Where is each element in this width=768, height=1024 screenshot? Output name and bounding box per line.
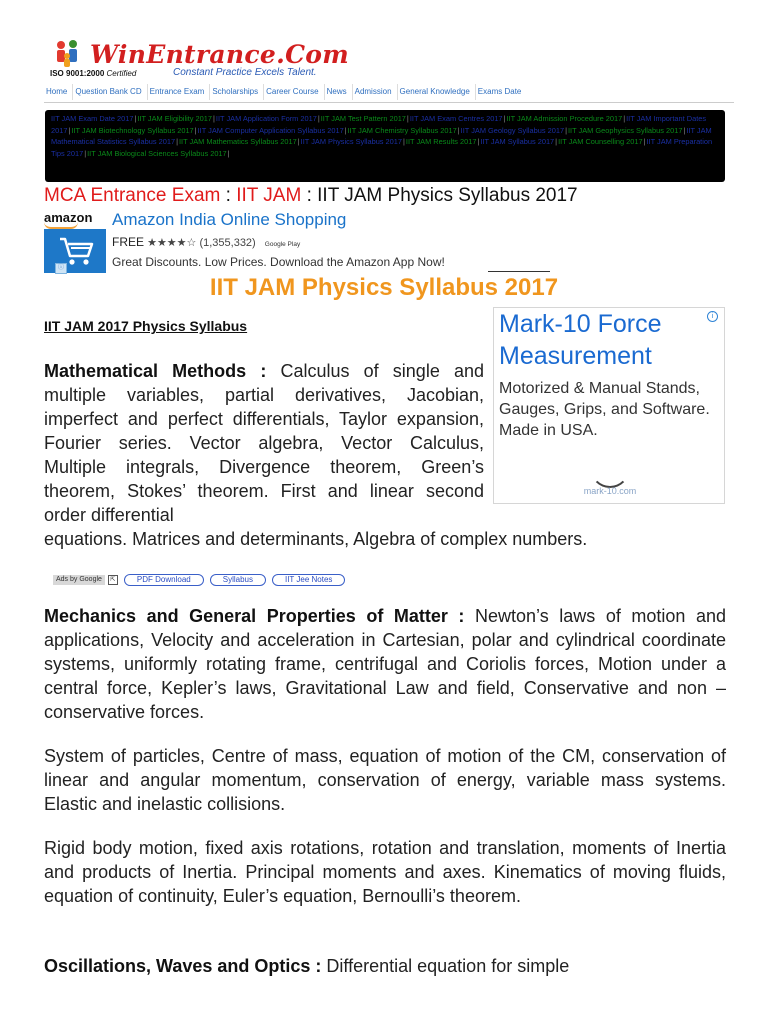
nav-item-entrance-exam[interactable]: Entrance Exam bbox=[148, 84, 211, 100]
iso-suffix: Certified bbox=[106, 69, 137, 78]
related-link[interactable]: IIT JAM Application Form 2017 bbox=[215, 114, 317, 123]
math-methods-text: Calculus of single and multiple variables, partial derivatives, Jacobian, imperfect and perfect differentials, Taylor expansion, Fourier series. Vector algebra, Vector Calculus, Multiple integrals, Divergence theorem, Green’s theorem, Stokes’ theorem. First and linear second order differential bbox=[44, 361, 485, 525]
nav-item-news[interactable]: News bbox=[325, 84, 353, 100]
divider bbox=[488, 271, 550, 272]
related-link[interactable]: IIT JAM Chemistry Syllabus 2017 bbox=[347, 125, 457, 135]
related-links-box bbox=[45, 110, 725, 182]
system-particles-paragraph: System of particles, Centre of mass, equation of motion of the CM, conservation of linear and angular momentum, conservation of energy, variable mass systems. Elastic and inelastic collisions. bbox=[44, 746, 726, 814]
link-separator: | bbox=[643, 137, 646, 147]
breadcrumb-current: IIT JAM Physics Syllabus 2017 bbox=[317, 185, 578, 206]
math-methods-paragraph bbox=[44, 359, 484, 527]
math-methods-label: Mathematical Methods : bbox=[44, 361, 267, 381]
ad-link-syllabus[interactable]: Syllabus bbox=[210, 574, 266, 586]
site-tagline: Constant Practice Excels Talent. bbox=[173, 67, 317, 78]
section-subtitle: IIT JAM 2017 Physics Syllabus bbox=[44, 318, 248, 334]
ad-body: Motorized & Manual Stands, Gauges, Grips, and Software. Made in USA. bbox=[499, 380, 710, 439]
nav-item-general-knowledge[interactable]: General Knowledge bbox=[398, 84, 476, 100]
link-separator: | bbox=[176, 137, 178, 147]
link-separator: | bbox=[212, 114, 215, 123]
ad-link-iit-jee-notes[interactable]: IIT Jee Notes bbox=[272, 574, 345, 586]
nav-item-career-course[interactable]: Career Course bbox=[264, 84, 324, 100]
ad-links-bar bbox=[53, 574, 345, 586]
related-link[interactable]: IIT JAM Biological Sciences Syllabus 2017 bbox=[87, 148, 227, 158]
star-rating-icon: ★★★★☆ bbox=[147, 237, 197, 249]
people-logo-icon bbox=[52, 38, 84, 70]
mechanics-paragraph bbox=[44, 604, 726, 724]
related-link[interactable]: IIT JAM Admission Procedure 2017 bbox=[506, 114, 623, 123]
iso-label: ISO 9001:2000 bbox=[50, 69, 105, 78]
link-separator: | bbox=[503, 114, 506, 123]
amazon-ad-title[interactable]: Amazon India Online Shopping bbox=[112, 210, 347, 229]
link-separator: | bbox=[134, 114, 137, 123]
nav-item-question-bank[interactable]: Question Bank CD bbox=[73, 84, 147, 100]
nav-item-home[interactable]: Home bbox=[44, 84, 73, 100]
related-link[interactable]: IIT JAM Results 2017 bbox=[405, 137, 477, 147]
link-separator: | bbox=[565, 125, 567, 135]
ad-info-icon[interactable]: ⓘ bbox=[55, 263, 67, 274]
link-separator: | bbox=[227, 148, 230, 158]
amazon-ad-price: FREE bbox=[112, 235, 145, 249]
link-separator: | bbox=[555, 137, 558, 147]
link-separator: | bbox=[406, 114, 409, 123]
related-link[interactable]: IIT JAM Physics Syllabus 2017 bbox=[300, 137, 402, 147]
ads-by-google-text: Ads by Google bbox=[56, 576, 102, 583]
related-link[interactable]: IIT JAM Exam Centres 2017 bbox=[409, 114, 503, 123]
related-link[interactable]: IIT JAM Biotechnology Syllabus 2017 bbox=[71, 125, 194, 135]
related-link[interactable]: IIT JAM Test Pattern 2017 bbox=[320, 114, 406, 123]
ad-info-icon[interactable]: i bbox=[707, 311, 718, 322]
amazon-logo[interactable] bbox=[44, 210, 92, 229]
related-link[interactable]: IIT JAM Syllabus 2017 bbox=[480, 137, 555, 147]
related-link[interactable]: IIT JAM Mathematics Syllabus 2017 bbox=[178, 137, 297, 147]
link-separator: | bbox=[683, 125, 686, 135]
rigid-body-paragraph: Rigid body motion, fixed axis rotations, rotation and translation, moments of Inertia and products of Inertia. Principal moments and axes. Kinematics of moving fluids, equation of continuity, Euler’s equation, Bernoulli’s theorem. bbox=[44, 838, 726, 906]
nav-item-exams-date[interactable]: Exams Date bbox=[477, 87, 522, 96]
ad-link-pdf-download[interactable]: PDF Download bbox=[124, 574, 204, 586]
breadcrumb-mca[interactable]: MCA Entrance Exam bbox=[44, 185, 221, 206]
link-separator: | bbox=[403, 137, 405, 147]
amazon-logo-text: amazon bbox=[44, 210, 93, 225]
related-link[interactable]: IIT JAM Geophysics Syllabus 2017 bbox=[567, 125, 683, 135]
site-logo-text[interactable]: WinEntrance.Com bbox=[90, 40, 349, 69]
link-separator: | bbox=[194, 125, 197, 135]
link-separator: | bbox=[84, 148, 87, 158]
mark10-ad[interactable] bbox=[493, 307, 725, 504]
amazon-ad-rating bbox=[112, 235, 300, 249]
mechanics-text: Newton’s laws of motion and applications, Velocity and acceleration in Cartesian, polar and cylindrical coordinate systems, uniformly rotating frame, centrifugal and Coriolis forces, Motion under a central force, Kepler’s laws, Gravitational Law and field, Conservative and non – conservative forces. bbox=[44, 606, 726, 722]
related-link[interactable]: IIT JAM Eligibility 2017 bbox=[137, 114, 212, 123]
ad-url[interactable]: mark-10.com bbox=[583, 486, 637, 496]
oscillations-text: Differential equation for simple bbox=[321, 956, 570, 976]
link-separator: | bbox=[477, 137, 480, 147]
link-separator: | bbox=[623, 114, 626, 123]
page-title: IIT JAM Physics Syllabus 2017 bbox=[209, 274, 559, 301]
shopping-cart-icon[interactable] bbox=[44, 229, 106, 273]
link-separator: | bbox=[317, 114, 320, 123]
oscillations-label: Oscillations, Waves and Optics : bbox=[44, 956, 322, 976]
breadcrumb-separator: : bbox=[301, 185, 318, 206]
iso-certification bbox=[50, 69, 136, 78]
ad-headline[interactable]: Mark-10 Force Measurement bbox=[499, 310, 662, 370]
link-separator: | bbox=[344, 125, 347, 135]
ads-by-google-label[interactable] bbox=[53, 575, 105, 585]
external-link-icon[interactable]: ⇱ bbox=[108, 575, 118, 585]
related-link[interactable]: IIT JAM Geology Syllabus 2017 bbox=[460, 125, 565, 135]
related-link[interactable]: IIT JAM Important Dates 2017 bbox=[51, 114, 707, 135]
google-play-label: Google Play bbox=[264, 241, 301, 248]
mechanics-label: Mechanics and General Properties of Matter : bbox=[44, 606, 465, 626]
link-separator: | bbox=[68, 125, 71, 135]
breadcrumb bbox=[44, 185, 578, 207]
related-link[interactable]: IIT JAM Counselling 2017 bbox=[558, 137, 643, 147]
breadcrumb-iit-jam[interactable]: IIT JAM bbox=[236, 185, 302, 206]
main-nav bbox=[44, 84, 734, 103]
related-link[interactable]: IIT JAM Preparation Tips 2017 bbox=[51, 137, 713, 158]
amazon-ad[interactable] bbox=[44, 210, 544, 275]
related-link[interactable]: IIT JAM Mathematical Statistics Syllabus 2017 bbox=[51, 125, 712, 147]
amazon-ad-description: Great Discounts. Low Prices. Download the Amazon App Now! bbox=[112, 255, 445, 269]
link-separator: | bbox=[297, 137, 300, 147]
loading-spinner-icon bbox=[590, 448, 630, 488]
nav-item-admission[interactable]: Admission bbox=[353, 84, 398, 100]
related-link[interactable]: IIT JAM Computer Application Syllabus 2017 bbox=[197, 125, 344, 135]
related-link[interactable]: IIT JAM Exam Date 2017 bbox=[51, 114, 134, 123]
oscillations-paragraph bbox=[44, 954, 726, 978]
amazon-ad-review-count: (1,355,332) bbox=[199, 237, 256, 249]
breadcrumb-separator: : bbox=[220, 185, 237, 206]
link-separator: | bbox=[457, 125, 460, 135]
nav-item-scholarships[interactable]: Scholarships bbox=[210, 84, 264, 100]
math-methods-continued: equations. Matrices and determinants, Algebra of complex numbers. bbox=[44, 529, 588, 549]
